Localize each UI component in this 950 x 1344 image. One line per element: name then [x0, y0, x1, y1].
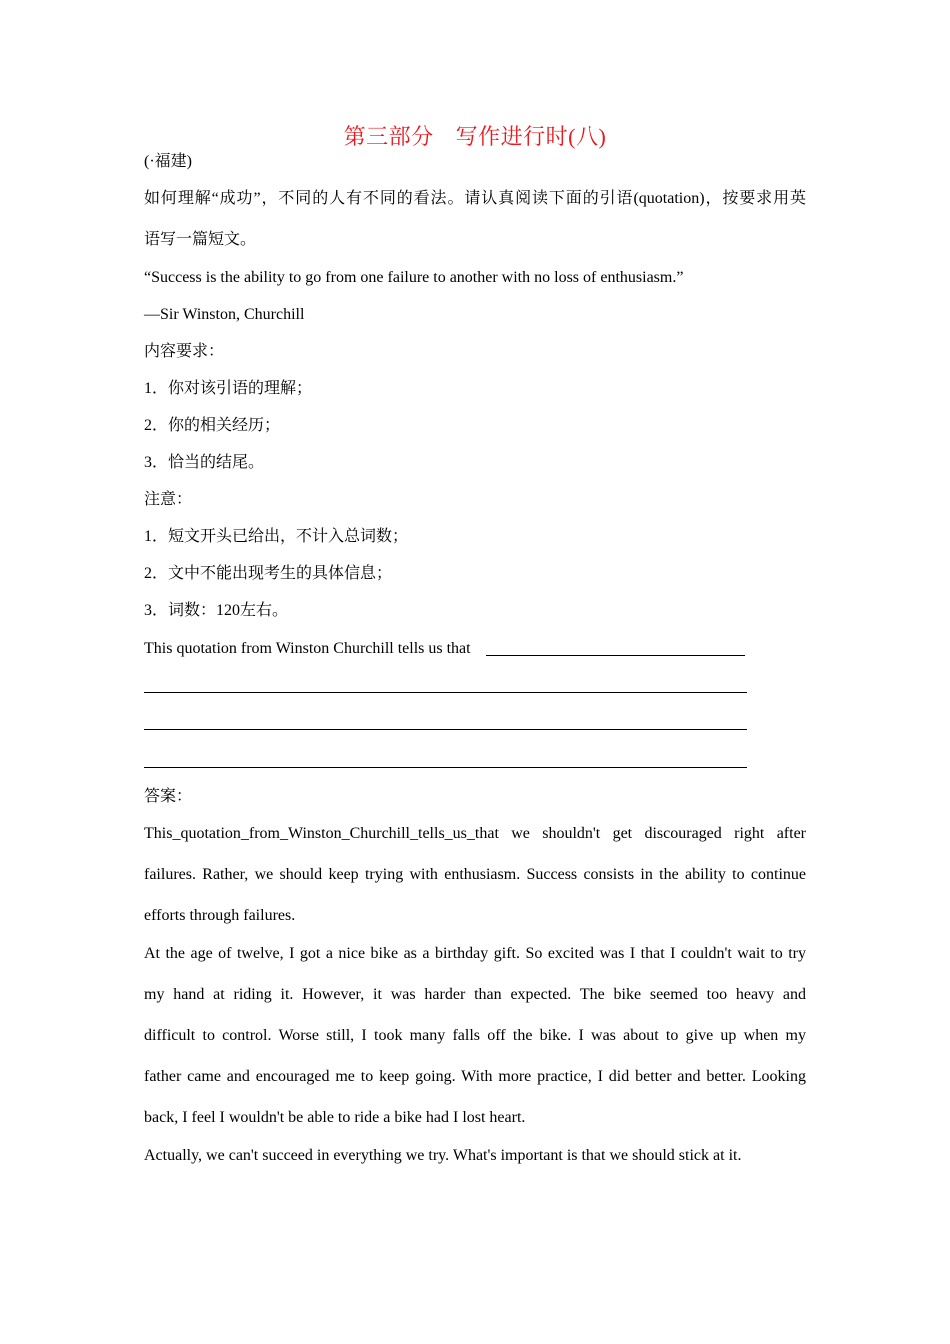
writing-blank-line[interactable]	[144, 729, 747, 730]
answer-line: At the age of twelve, I got a nice bike as a birthday gift. So excited was I that I couldn't wait to try	[144, 945, 806, 962]
source-label: (·福建)	[144, 153, 192, 170]
prompt-line-1: 如何理解“成功”，不同的人有不同的看法。请认真阅读下面的引语(quotation)，按要求用英	[144, 190, 806, 207]
writing-blank-line[interactable]	[486, 655, 745, 656]
answer-line: my hand at riding it. However, it was harder than expected. The bike seemed too heavy and	[144, 986, 806, 1003]
answer-heading: 答案：	[144, 788, 193, 805]
notes-heading: 注意：	[144, 491, 193, 508]
notes-item: 3．词数：120左右。	[144, 602, 289, 619]
writing-blank-line[interactable]	[144, 692, 747, 693]
answer-line: failures. Rather, we should keep trying with enthusiasm. Success consists in the ability to continue	[144, 866, 806, 883]
answer-line: difficult to control. Worse still, I took many falls off the bike. I was about to give up when my	[144, 1027, 806, 1044]
page-title	[0, 120, 950, 151]
answer-line: back, I feel I wouldn't be able to ride a bike had I lost heart.	[144, 1109, 526, 1126]
content-item: 1．你对该引语的理解；	[144, 380, 313, 397]
quote-attribution: —Sir Winston, Churchill	[144, 306, 305, 323]
content-item: 2．你的相关经历；	[144, 417, 281, 434]
content-item: 3．恰当的结尾。	[144, 454, 265, 471]
answer-line: efforts through failures.	[144, 907, 296, 924]
answer-line: This_quotation_from_Winston_Churchill_tells_us_that we shouldn't get discouraged right after	[144, 825, 806, 842]
notes-item: 1．短文开头已给出，不计入总词数；	[144, 528, 409, 545]
writing-start: This quotation from Winston Churchill tells us that	[144, 640, 471, 657]
content-requirements-heading: 内容要求：	[144, 343, 225, 360]
title-part: 第三部分	[343, 124, 434, 149]
answer-line: father came and encouraged me to keep going. With more practice, I did better and better. Looking	[144, 1068, 806, 1085]
notes-item: 2．文中不能出现考生的具体信息；	[144, 565, 393, 582]
writing-blank-line[interactable]	[144, 767, 747, 768]
prompt-line-2: 语写一篇短文。	[144, 231, 257, 248]
quote: “Success is the ability to go from one failure to another with no loss of enthusiasm.”	[144, 269, 684, 286]
title-topic: 写作进行时(八)	[455, 124, 607, 149]
answer-conclusion: Actually, we can't succeed in everything we try. What's important is that we should stick at it.	[144, 1147, 742, 1164]
